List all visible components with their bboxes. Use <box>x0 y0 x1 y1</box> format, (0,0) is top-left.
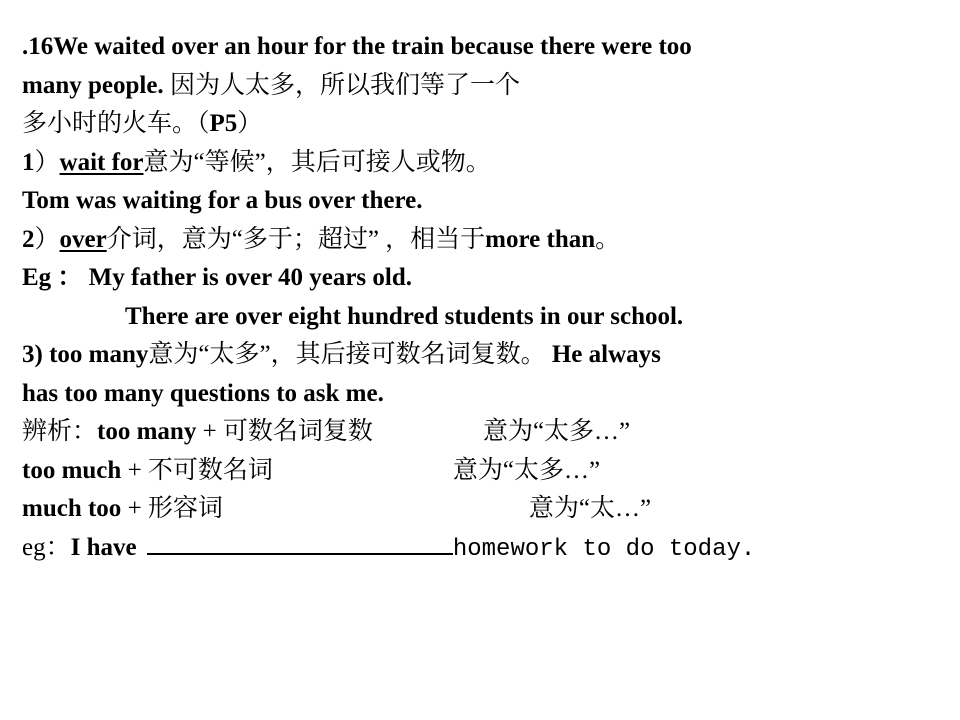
point-2-end: 。 <box>595 225 621 253</box>
sentence-16-text: .16We waited over an hour for the train because there were too <box>22 33 692 60</box>
point-3 <box>22 336 942 375</box>
sentence-16 <box>22 28 942 67</box>
compare-too-much <box>22 452 942 491</box>
translation-line <box>22 105 942 144</box>
sentence-16-cont <box>22 67 942 106</box>
compare-too-much-term: too much <box>22 456 128 484</box>
phrase-wait-for: wait for <box>59 148 144 176</box>
point-1 <box>22 144 942 183</box>
translation-part2: 多小时的火车。（ <box>22 110 210 137</box>
compare-too-much-meaning: 意为“太多…” <box>452 456 601 484</box>
point-2-number: 2 <box>22 225 35 253</box>
compare-too-much-usage: + 不可数名词 <box>127 456 273 484</box>
point-2-paren: ） <box>34 225 60 253</box>
exercise-start: I have <box>70 533 143 561</box>
compare-label: 辨析： <box>22 418 98 445</box>
example-3-text: has too many questions to ask me. <box>22 379 384 407</box>
point-3-explanation: 意为“太多”，其后接可数名词复数。 <box>148 341 546 368</box>
exercise-end: homework to do today. <box>452 535 756 563</box>
exercise-label: eg： <box>22 533 71 561</box>
compare-too-many <box>22 413 942 452</box>
example-3 <box>22 375 942 414</box>
translation-part1: 因为人太多，所以我们等了一个 <box>169 71 520 99</box>
example-2a-text: Eg ： My father is over 40 years old. <box>22 264 413 291</box>
sentence-16-tail: many people. <box>22 71 170 99</box>
example-1-text: Tom was waiting for a bus over there. <box>22 187 423 214</box>
page-ref-close: ） <box>237 110 263 137</box>
compare-much-too-term: much too <box>22 495 128 522</box>
compare-much-too-meaning: 意为“太…” <box>528 495 652 522</box>
phrase-more-than: more than <box>485 225 596 253</box>
compare-too-many-usage: + 可数名词复数 <box>202 418 373 445</box>
compare-too-many-meaning: 意为“太多…” <box>482 418 631 445</box>
page-ref: P5 <box>209 110 238 137</box>
exercise-blank[interactable] <box>147 529 453 555</box>
example-3-start: He always <box>545 341 661 368</box>
exercise <box>22 529 942 570</box>
compare-too-many-term: too many <box>97 418 203 445</box>
compare-much-too-usage: + 形容词 <box>127 495 223 522</box>
point-1-explanation: 意为“等候”，其后可接人或物。 <box>143 148 491 176</box>
compare-much-too <box>22 490 942 529</box>
example-2a <box>22 259 942 298</box>
example-2b <box>22 298 942 337</box>
point-1-paren: ） <box>34 148 60 176</box>
point-1-number: 1 <box>22 148 35 176</box>
point-2-explanation: 介词，意为“多于；超过” ，相当于 <box>106 225 486 253</box>
phrase-too-many: 3) too many <box>22 341 149 368</box>
example-2b-text: There are over eight hundred students in our school. <box>125 302 684 330</box>
example-1 <box>22 182 942 221</box>
phrase-over: over <box>59 225 107 253</box>
point-2 <box>22 221 942 260</box>
slide-content <box>22 28 942 569</box>
